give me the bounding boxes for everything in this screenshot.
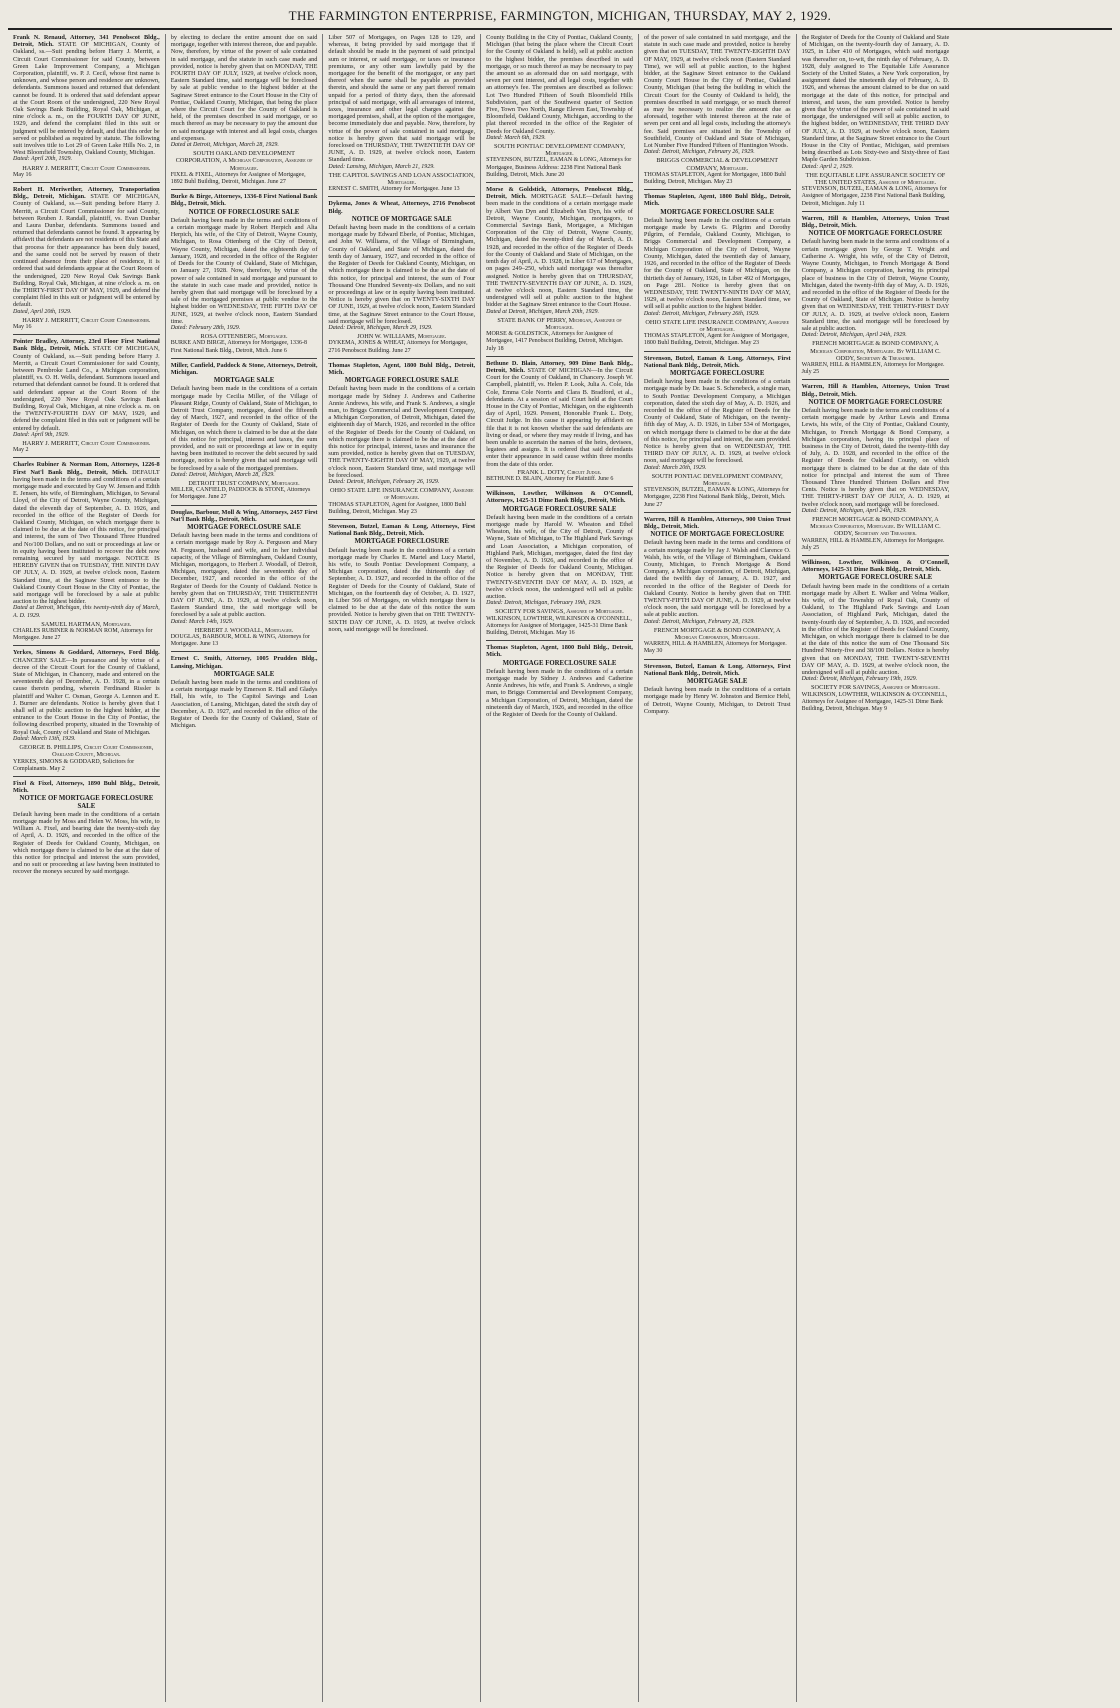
legal-notice (13, 780, 160, 876)
notice-attorney-heading: Morse & Goldstick, Attorneys, Penobscot Bldg., Detroit, Mich. (486, 186, 633, 201)
notice-divider (328, 196, 475, 197)
legal-notice (486, 360, 633, 483)
notice-attorney-footer: MILLER, CANFIELD, PADDOCK & STONE, Attorneys for Mortgagee. June 27 (170, 487, 311, 501)
notice-date: Dated at Detroit, Michigan, March 20th, 1929. (486, 308, 600, 315)
legal-notice (13, 649, 160, 772)
legal-notice (486, 644, 633, 718)
notice-date: Dated: Detroit, Michigan, February 26th, 1929. (643, 310, 760, 317)
notice-date: Dated at Detroit, Michigan, March 28, 1929. (170, 142, 279, 149)
notice-attorney-heading: Fixel & Fixel, Attorneys, 1890 Buhl Bldg., Detroit, Mich. (13, 779, 160, 795)
column-6 (797, 34, 955, 1702)
notice-date: Dated at Detroit, Michigan, this twenty-ninth day of March, A. D. 1929. (13, 605, 160, 619)
notice-attorney-footer: BURKE AND BIRGE, Attorneys for Mortgagee, 1336-8 First National Bank Bldg., Detroit, Mich. June 6 (170, 340, 308, 354)
notice-divider (802, 379, 950, 380)
notice-attorney-footer: STEVENSON, BUTZEL, EAMAN & LONG, Attorneys for Assignee of Mortgagee, 2238 First National Bank Building, Detroit, Michigan. July 11 (801, 186, 947, 207)
notice-signature: SOUTH PONTIAC DEVELOPMENT COMPANY, Mortgagee. (651, 472, 783, 487)
notice-body: Default having been made in the terms and conditions of a certain mortgage made by Jay J. Walsh and Clarence O. Walsh, his wife, of the Village of Birmingham, Oakland County, Michigan, to French Mortgage & Bond Company, a Michigan corporation, of Detroit, Michigan, dated the twelfth day of January, A. D. 1927, and recorded in the office of the Register of Deeds for Oakland County. Notice is hereby given that on THE TWENTY-FIFTH DAY OF JUNE, A. D. 1929, at twelve o'clock noon, the said mortgage will be foreclosed by a sale at public auction. (643, 539, 791, 619)
legal-notice (486, 186, 633, 353)
notice-attorney-footer: CHARLES RUBINER & NORMAN ROM, Attorneys for Mortgagee. June 27 (13, 628, 153, 642)
notice-date: Dated: February 28th, 1929. (170, 324, 241, 331)
notice-divider (328, 519, 475, 520)
legal-notice (486, 34, 633, 179)
legal-notice (328, 362, 475, 516)
notice-attorney-heading: Warren, Hill & Hamblen, Attorneys, Union Trust Bldg., Detroit, Mich. (801, 214, 950, 230)
notice-attorney-heading: Douglas, Barbour, Moll & Wing, Attorneys, 2457 First Nat'l Bank Bldg., Detroit, Mich. (170, 508, 318, 523)
notice-date: Dated: March 14th, 1929. (170, 618, 234, 625)
notice-signature: HARRY J. MERRITT, Circuit Court Commissioner. (22, 316, 151, 324)
notice-attorney-footer: WARREN, HILL & HAMBLEN, Attorneys for Mortgagee. July 25 (801, 361, 945, 376)
notice-attorney-heading: Yerkes, Simons & Goddard, Attorneys, Ford Bldg. (13, 649, 160, 657)
notice-body: STATE OF MICHIGAN, County of Oakland, ss.—Suit pending before Harry J. Merritt, a Circuit Court Commissioner for said County, between Reuben J. Randall, plaintiff, vs. Evan Dunbar and Laura Dunbar, defendants. Summons issued and returned that defendants cannot be found. It appearing by affidavit that defendants are not residents of this State and that process for their appearance has been duly issued, and the same could not be served by reason of their continued absence from their place of residence, it is ordered that said defendants appear at the Court Room of the undersigned, 220 New Royal Oak Savings Bank Building, Royal Oak, Michigan, at nine o'clock a. m. on the THIRTY-FIRST DAY OF MAY, 1929, and defend the complaint filed in this suit or judgment will be entered by default. (13, 193, 160, 309)
notice-divider (486, 486, 633, 487)
column-5 (639, 34, 797, 1702)
notice-body: CHANCERY SALE—In pursuance and by virtue of a decree of the Circuit Court for the County of Oakland, State of Michigan, in Chancery, made and entered on the seventeenth day of December, A. D. 1928, in a certain cause therein pending, wherein Ferdinand Rissler is plaintiff and Walter C. Osman, George A. Lennon and E. J. Burner are defendants. Notice is hereby given that I shall sell at public auction to the highest bidder, at the entrance to the Court House in the City of Pontiac, the following described property, situated in the Township of Royal Oak, County of Oakland and State of Michigan. (13, 656, 160, 736)
notice-divider (171, 358, 318, 359)
legal-notice (13, 338, 160, 454)
notice-body: Default having been made in the conditions of a certain mortgage made by Charles E. Martel and Lucy Martel, his wife, to South Pontiac Development Company, a Michigan corporation, dated the thirteenth day of September, A. D. 1927, and recorded in the office of the Register of Deeds for the County of Oakland, State of Michigan, on the fourteenth day of October, A. D. 1927, in Liber 566 of Mortgages, on which mortgage there is claimed to be due at the date of this notice the sum provided. Notice is hereby given that on THE TWENTY-SIXTH DAY OF JUNE, A. D. 1929, at twelve o'clock noon, said mortgage will be foreclosed. (328, 546, 476, 633)
notice-attorney-heading: Dykema, Jones & Wheat, Attorneys, 2716 Penobscot Bldg. (328, 200, 476, 215)
notice-title: MORTGAGE FORECLOSURE SALE (502, 659, 617, 667)
legal-notice (171, 34, 318, 186)
notice-divider (486, 640, 633, 641)
notice-signature: FRENCH MORTGAGE & BOND COMPANY, A Michigan Corporation, Mortgagee. By WILLIAM C. ODDY, Secretary & Treasurer. (810, 340, 941, 362)
notice-signature: SOCIETY FOR SAVINGS, Assignee of Mortgagee. (495, 608, 624, 616)
notice-date: Dated: Lansing, Michigan, March 21, 1929. (328, 163, 435, 170)
legal-notice (802, 559, 950, 713)
notice-title: MORTGAGE SALE (213, 377, 275, 385)
notice-attorney-footer: WILKINSON, LOWTHER, WILKINSON & O'CONNELL, Attorneys for Assignee of Mortgagee, 1425-31 Dime Bank Building, Detroit, Michigan. May 9 (801, 691, 948, 713)
notice-signature: GEORGE B. PHILLIPS, Circuit Court Commissioner, Oakland County, Michigan. (19, 744, 154, 759)
notice-attorney-footer: DOUGLAS, BARBOUR, MOLL & WING, Attorneys for Mortgagee. June 13 (170, 634, 310, 648)
column-1 (8, 34, 166, 1702)
notice-body: Default having been made in the conditions of a certain mortgage made by Lewis G. Pilgrim and Dorothy Pilgrim, of Ferndale, Oakland County, Michigan, to Briggs Commercial and Development Company, a Michigan Corporation of the City of Detroit, Wayne County, Michigan, dated the twentieth day of January, 1926, and recorded in the office of the Register of Deeds for the County of Oakland, State of Michigan, on the thirtieth day of January, 1926, in Liber 492 of Mortgages, on Page 281. Notice is hereby given that on WEDNESDAY, THE TWENTY-NINTH DAY OF MAY, 1929, at twelve o'clock noon, Eastern Standard time, we will sell at public auction to the highest bidder. (643, 216, 791, 311)
notice-signature: SOUTH PONTIAC DEVELOPMENT COMPANY, Mortgagee. (493, 143, 626, 158)
notice-date: Dated: Detroit, Michigan, February 28, 1929. (643, 618, 755, 625)
notice-attorney-footer: YERKES, SIMONS & GODDARD, Solicitors for Complainants. May 2 (13, 758, 135, 772)
notice-divider (171, 189, 318, 190)
notice-signature: FRENCH MORTGAGE & BOND COMPANY, A Michigan Corporation, Mortgagee. (653, 626, 781, 642)
notice-title: MORTGAGE FORECLOSURE SALE (502, 505, 617, 513)
notice-divider (13, 457, 160, 458)
legal-notice (328, 34, 475, 193)
notice-date: Dated: Detroit, Michigan, April 24th, 1929. (801, 332, 907, 339)
legal-notice (486, 490, 633, 637)
notice-title: NOTICE OF MORTGAGE FORECLOSURE (808, 398, 943, 406)
notice-body: Liber 507 of Mortgages, on Pages 128 to 129, and whereas, it being provided by said mortgage that if default should be made in the payment of said principal sum or interest, or said mortgage, or taxes or insurance premiums, or any other sum lawfully paid by the mortgagee for the benefit of the mortgagor, or any part thereof when the same shall be payable as provided therein, and should the same or any part thereof remain unpaid for a period of thirty days, then the aforesaid principal of said mortgage, with all arrearages of interest, taxes, insurance and other legal charges against the mortgaged premises, shall, at the option of the mortgagee, become immediately due and payable. Now, therefore, by virtue of the power of sale contained in said mortgage, notice is hereby given that said mortgage will be foreclosed on THURSDAY, THE TWENTIETH DAY OF JUNE, A. D. 1929, at twelve o'clock noon, Eastern Standard time. (328, 34, 476, 164)
notice-divider (171, 505, 318, 506)
notice-signature: THE CAPITOL SAVINGS AND LOAN ASSOCIATION, Mortgagee. (328, 171, 475, 187)
notice-body: Default having been made in the conditions of a certain mortgage made by Moss and Helen W. Moss, his wife, to William A. Fixel, and bearing date the twenty-sixth day of April, A. D. 1926, and recorded in the office of the Register of Deeds for Oakland County, Michigan, on which mortgage there is claimed to be due at the date of this notice for principal and interest the sum provided, and no suit or proceeding at law having been instituted to recover the moneys secured by said mortgage. (13, 810, 160, 876)
notice-attorney-heading: Miller, Canfield, Paddock & Stone, Attorneys, Detroit, Michigan. (170, 361, 318, 376)
notice-body: MORTGAGE SALE—Default having been made in the conditions of a certain mortgage made by Albert Van Dyn and Elizabeth Van Dyn, his wife of Detroit, Wayne County, Michigan, mortgagors, to Commercial Savings Bank, Mortgagee, a Michigan Corporation of the City of Detroit, Wayne County, Michigan, dated the twenty-third day of March, A. D. 1928, and recorded in the office of the Register of Deeds for the County of Oakland and State of Michigan, on the tenth day of April, A. D. 1928, in Liber 617 of Mortgages, on pages 249–250, which said mortgage was thereafter assigned. Notice is hereby given that on THURSDAY, THE TWENTY-SEVENTH DAY OF JUNE, A. D. 1929, at twelve o'clock noon, Eastern Standard time, the undersigned will sell at public auction to the highest bidder at the Saginaw Street entrance to the Court House. (486, 193, 633, 309)
notice-title: MORTGAGE FORECLOSURE SALE (344, 377, 459, 385)
notice-attorney-heading: Robert H. Meriwether, Attorney, Transportation Bldg., Detroit, Michigan. (13, 186, 160, 201)
notice-attorney-footer: ERNEST C. SMITH, Attorney for Mortgagee. June 13 (328, 186, 460, 193)
notice-attorney-footer: May 2 (13, 447, 29, 454)
notice-divider (644, 512, 791, 513)
notice-date: Dated: March 13th, 1929. (13, 735, 76, 742)
notice-signature: DETROIT TRUST COMPANY, Mortgagee. (188, 479, 300, 487)
notice-signature: HERBERT J. WOODALL, Mortgagee. (194, 626, 294, 634)
notice-divider (486, 356, 633, 357)
notice-attorney-heading: Ernest C. Smith, Attorney, 1005 Prudden Bldg., Lansing, Michigan. (170, 655, 318, 670)
legal-notice (171, 655, 318, 729)
legal-notice (171, 362, 318, 502)
column-3 (323, 34, 481, 1702)
notice-attorney-heading: Thomas Stapleton, Agent, 1800 Buhl Bldg., Detroit, Mich. (643, 193, 791, 208)
notice-attorney-heading: Warren, Hill & Hamblen, Attorneys, 900 Union Trust Bldg., Detroit, Mich. (643, 515, 791, 530)
notice-date: Dated: April 20th, 1929. (13, 156, 73, 163)
notice-title: NOTICE OF MORTGAGE FORECLOSURE (808, 230, 943, 238)
notice-body: Default having been made in the terms and conditions of a certain mortgage made by Robert Herpich and Alta Herpich, his wife, of the City of Detroit, Wayne County, Michigan, to Rosa Ottenberg of the City of Detroit, Wayne County, Michigan, dated the eighteenth day of January, 1928, and recorded in the office of the Register of Deeds for the County of Oakland, State of Michigan, on January 27, 1928. Now, therefore, by virtue of the power of sale contained in said mortgage and pursuant to the statute in such case made and provided, notice is hereby given that said mortgage will be foreclosed by a sale of the mortgaged premises at public vendue to the highest bidder on WEDNESDAY, THE FIFTH DAY OF JUNE, 1929, at twelve o'clock noon, Eastern Standard time. (170, 216, 318, 325)
notice-title: MORTGAGE FORECLOSURE SALE (187, 524, 301, 531)
notice-attorney-heading: Wilkinson, Lowther, Wilkinson & O'Connell, Attorneys, 1425-31 Dime Bank Bldg., Detroit, Mich. (801, 559, 950, 574)
notice-body: Default having been made in the terms and conditions of a certain mortgage made by Roy A. Ferguson and Mary M. Ferguson, husband and wife, and in her individual capacity, of the Village of Birmingham, Oakland County, Michigan, mortgagors, to Herbert J. Woodall, of Detroit, Michigan, mortgagee, dated the seventeenth day of December, 1927, and recorded in the office of the Register of Deeds for the County of Oakland. Notice is hereby given that on THURSDAY, THE THIRTEENTH DAY OF JUNE, A. D. 1929, at twelve o'clock noon, Eastern Standard time, the said mortgage will be foreclosed by a sale at public auction. (170, 532, 318, 619)
notice-divider (644, 351, 791, 352)
notice-date: Dated: April 9th, 1929. (13, 431, 70, 438)
notice-divider (13, 182, 160, 183)
notice-body: Default having been made in the conditions of a certain mortgage made by Harold W. Wheaton and Ethel Wheaton, his wife, of the City of Detroit, County of Wayne, State of Michigan, to The Highland Park Savings and Loan Association, a Michigan corporation, of Highland Park, Michigan, mortgagee, dated the first day of November, A. D. 1926, and recorded in the office of the Register of Deeds for Oakland County, Michigan. Notice is hereby given that on MONDAY, THE TWENTY-SEVENTH DAY OF MAY, A. D. 1929, at twelve o'clock noon, the undersigned will sell at public auction. (486, 513, 633, 601)
legal-notice (171, 193, 318, 354)
notice-attorney-footer: WARREN, HILL & HAMBLEN, Attorneys for Mortgagee. May 30 (643, 641, 787, 655)
notice-date: Dated: Detroit, Michigan, February 19th, 1929. (486, 600, 602, 607)
notice-attorney-heading: Stevenson, Butzel, Eaman & Long, Attorneys, First National Bank Bldg., Detroit, Mich. (328, 523, 476, 538)
legal-notice (328, 200, 475, 354)
notice-divider (644, 189, 791, 190)
notice-title: MORTGAGE FORECLOSURE (670, 369, 765, 377)
notice-signature: ROSA OTTENBERG, Mortgagee. (200, 333, 288, 341)
notice-signature: STATE BANK OF PERRY, Michigan, Assignee of Mortgagee. (497, 316, 622, 331)
masthead (8, 4, 1112, 30)
notice-divider (802, 211, 950, 212)
notice-divider (13, 334, 160, 335)
notice-body: Default having been made in the conditions of a certain mortgage made by Albert E. Walker and Velma Walker, his wife, of the Township of Royal Oak, County of Oakland, to The Highland Park Savings and Loan Association, of Highland Park, Michigan, dated the twenty-fourth day of September, A. D. 1926, and recorded in the office of the Register of Deeds for Oakland County, Michigan, on which mortgage there is claimed to be due at the date of this notice the sum of One Thousand Six Hundred Ninety-five and 38/100 Dollars. Notice is hereby given that on MONDAY, THE TWENTY-SEVENTH DAY OF MAY, A. D. 1929, at twelve o'clock noon, the undersigned will sell at public auction. (801, 582, 950, 677)
notice-signature: THE EQUITABLE LIFE ASSURANCE SOCIETY OF THE UNITED STATES, Assignee of Mortgagee. (805, 171, 946, 187)
notice-title: NOTICE OF MORTGAGE SALE (351, 215, 452, 223)
notice-body: Default having been made in the conditions of a certain mortgage made by Sidney J. Andrews and Catherine Annie Andrews, his wife, and Frank S. Andrews, a single man, to Briggs Commercial and Development Company, a Michigan Corporation, of Detroit, Michigan, dated the eighteenth day of March, 1926, and recorded in the office of the Register of Deeds for the County of Oakland, on which mortgage there is claimed to be due at the date of this notice for principal, interest, taxes and insurance the sum provided, notice is hereby given that on TUESDAY, THE TWENTY-EIGHTH DAY OF MAY, 1929, at twelve o'clock noon, Eastern Standard time, said mortgage will be foreclosed. (328, 385, 476, 479)
notice-signature: OHIO STATE LIFE INSURANCE COMPANY, Assignee of Mortgagee. (329, 487, 474, 502)
notice-divider (13, 645, 160, 646)
legal-notice (802, 215, 950, 376)
notice-date: Dated: Detroit, Michigan, April 24th, 1929. (801, 507, 907, 514)
notice-body: Default having been made in the conditions of a certain mortgage made by Cecilia Miller, of the Village of Pleasant Ridge, County of Oakland, State of Michigan, to Detroit Trust Company, mortgagee, dated the fifteenth day of March, 1927, and recorded in the office of the Register of Deeds for the County of Oakland, State of Michigan, on which there is claimed to be due at the date of this notice for principal, interest and taxes, the sum provided, and no suit or proceedings at law or in equity having been instituted to recover the debt secured by said mortgage, notice is hereby given that said mortgage will be foreclosed by a sale of the mortgaged premises. (170, 385, 318, 472)
notice-divider (486, 182, 633, 183)
notice-body: STATE OF MICHIGAN—In the Circuit Court for the County of Oakland, in Chancery. Joseph W. Campbell, plaintiff, vs. Helen P. Look, Julia A. Cole, Ida Cole, Emma Cole Norris and Clara B. Bradford, et al., defendants. At a session of said Court held at the Court House in the City of Pontiac, Michigan, on the eighteenth day of April, 1929. Present, Honorable Frank L. Doty, Circuit Judge. In this cause it appearing by affidavit on file that it is not known whether the said defendants are living or dead, or where they may reside if living, and has been unable to ascertain the names of the heirs, devisees, legatees and assigns. It is ordered that said defendants enter their appearance in said cause within three months from the date of this order. (486, 366, 633, 468)
notice-signature: FRANK L. DOTY, Circuit Judge. (517, 468, 602, 476)
notice-attorney-footer: May 16 (13, 323, 32, 330)
notice-date: Dated: Detroit, Michigan, February 26, 1929. (643, 149, 755, 156)
notice-attorney-heading: Pointer Bradley, Attorney, 23rd Floor First National Bank Bldg., Detroit, Mich. (13, 338, 160, 353)
notice-divider (13, 776, 160, 777)
legal-notice (644, 355, 791, 509)
notice-body: Default having been made in the conditions of a certain mortgage made by Henry W. Johnston and Bernice Hebl, of Detroit, Wayne County, Michigan, to Detroit Trust Company. (643, 686, 791, 715)
notice-attorney-footer: THOMAS STAPLETON, Agent for Mortgagee, 1800 Buhl Building, Detroit, Michigan. May 23 (643, 171, 786, 186)
legal-notice (644, 516, 791, 656)
notice-body: the Register of Deeds for the County of Oakland and State of Michigan, on the twenty-fourth day of January, A. D. 1925, in Liber 410 of Mortgages, which said mortgage was thereafter on, to-wit, the ninth day of February, A. D. 1928, duly assigned to The Equitable Life Assurance Society of the United States, a New York corporation, by assignment dated the nineteenth day of February, A. D. 1926, and whereas the amount claimed to be due on said mortgage at the date of this notice, for principal and interest, and taxes, the sum provided. Notice is hereby given that by virtue of the power of sale contained in said mortgage, the undersigned will sell at public auction, to the highest bidder, on WEDNESDAY, THE THIRD DAY OF JULY, A. D. 1929, at twelve o'clock noon, Eastern Standard time, at the Saginaw Street entrance to the Court House in the City of Pontiac, Michigan, said premises being described as Lots Sixty-two and Sixty-three of East Maple Garden Subdivision. (801, 34, 950, 164)
notice-attorney-heading: Warren, Hill & Hamblen, Attorneys, Union Trust Bldg., Detroit, Mich. (801, 383, 950, 398)
notice-date: Dated: Detroit, Michigan, March 28, 1929. (170, 471, 275, 478)
notice-signature: HARRY J. MERRITT, Circuit Court Commissioner. (22, 164, 151, 172)
notice-divider (328, 358, 475, 359)
notice-attorney-heading: Charles Rubiner & Norman Rom, Attorneys, 1226-8 First Nat'l Bank Bldg., Detroit, Mich. (13, 461, 160, 476)
notice-body: of the power of sale contained in said mortgage, and the statute in such case made and provided, notice is hereby given that on TUESDAY, THE TWENTY-EIGHTH DAY OF MAY, 1929, at twelve o'clock noon (Eastern Standard Time), we will sell at public auction, to the highest bidder, at the Saginaw Street entrance to the Oakland County Court House in the City of Pontiac, Oakland County, Michigan (that being the building in which the Circuit Court for the County of Oakland is held), the premises described in said mortgage, or so much thereof as may be necessary to realize the amount due as aforesaid, together with interest thereon at the rate of seven per cent and all legal costs, including the attorney's fee. Said premises are situated in the Township of Southfield, County of Oakland and State of Michigan, Lot Number Five Hundred Fifteen of Huntington Woods. (643, 34, 791, 150)
notice-attorney-footer: THOMAS STAPLETON, Agent for Assignee, 1800 Buhl Building, Detroit, Michigan. May 23 (328, 501, 467, 515)
notice-signature: HARRY J. MERRITT, Circuit Court Commissioner. (22, 439, 151, 447)
notice-signature: OHIO STATE LIFE INSURANCE COMPANY, Assignee of Mortgagee. (645, 318, 790, 333)
notice-attorney-footer: FIXEL & FIXEL, Attorneys for Assignee of Mortgagee, 1892 Buhl Building, Detroit, Michigan. June 27 (170, 171, 306, 186)
notice-attorney-footer: WILKINSON, LOWTHER, WILKINSON & O'CONNELL, Attorneys for Assignee of Mortgagee, 1425-31 Dime Bank Building, Detroit, Michigan. May 16 (486, 615, 632, 637)
legal-notice (802, 34, 950, 208)
notice-date: Dated: Detroit, Michigan, February 19th, 1929. (801, 676, 918, 683)
notice-attorney-footer: BETHUNE D. BLAIN, Attorney for Plaintiff. June 6 (486, 475, 614, 482)
legal-notice (13, 186, 160, 331)
notice-attorney-heading: Thomas Stapleton, Agent, 1800 Buhl Bldg., Detroit, Mich. (486, 644, 633, 659)
notice-divider (802, 555, 950, 556)
notice-title: NOTICE OF MORTGAGE FORECLOSURE (650, 531, 785, 539)
notice-body: Default having been made in the conditions of a certain mortgage made by Dr. Isaac S. Schenebeck, a single man, to South Pontiac Development Company, a Michigan corporation, dated the sixth day of May, A. D. 1926, and recorded in the office of the Register of Deeds for the County of Oakland, State of Michigan, on the twenty-fifth day of May, A. D. 1926, in Liber 534 of Mortgages, on which mortgage there is claimed to be due at the date of this notice, for principal and interest, the sum provided. Notice is hereby given that on WEDNESDAY, THE THIRD DAY OF JULY, A. D. 1929, at twelve o'clock noon, said mortgage will be foreclosed. (643, 378, 791, 465)
legal-notice-columns (8, 34, 1112, 1702)
notice-attorney-footer: STEVENSON, BUTZEL, EAMAN & LONG, Attorneys for Mortgagee, Business Address: 2238 First National Bank Building, Detroit, Mich. June 20 (486, 157, 632, 178)
legal-notice (328, 523, 475, 633)
notice-title: NOTICE OF MORTGAGE FORECLOSURE SALE (19, 795, 154, 810)
notice-date: Dated: Detroit, Michigan, February 26, 1929. (328, 478, 440, 485)
legal-notice (802, 383, 950, 552)
notice-signature: SOCIETY FOR SAVINGS, Assignee of Mortgagee. (811, 684, 940, 692)
notice-body: Default having been made in the terms and conditions of a certain mortgage made by Emerson R. Hall and Gladys Hall, his wife, to The Capitol Savings and Loan Association, of Lansing, Michigan, dated the sixth day of December, A. D. 1927, and recorded in the office of the Register of Deeds for the County of Oakland, State of Michigan. (170, 679, 318, 730)
legal-notice (13, 34, 160, 179)
masthead-title: THE FARMINGTON ENTERPRISE, FARMINGTON, MICHIGAN, THURSDAY, MAY 2, 1929. (288, 8, 832, 23)
notice-attorney-footer: THOMAS STAPLETON, Agent for Assignee of Mortgagee, 1800 Buhl Building, Detroit, Michigan. May 23 (643, 333, 789, 347)
legal-notice (13, 461, 160, 642)
notice-body: DEFAULT having been made in the terms and conditions of a certain mortgage made and executed by Guy W. Jensen and Edith E. Jensen, his wife, of Birmingham, Michigan, to Sevaral Lloyd, of the City of Detroit, Wayne County, Michigan, dated the eleventh day of September, A. D. 1926, and recorded in the office of the Register of Deeds for Oakland County, Michigan, on which mortgage there is claimed to be due at the date of this notice, for principal and interest, the sum of Two Thousand Three Hundred and No/100 Dollars, and no suit or proceedings at law or in equity having been instituted to recover the debt now remaining secured by said mortgage. NOTICE IS HEREBY GIVEN that on TUESDAY, THE NINTH DAY OF JULY, A. D. 1929, at twelve o'clock noon, Eastern Standard time, at the Saginaw Street entrance to the Oakland County Court House in the City of Pontiac, the said mortgage will be foreclosed by a sale at public auction to the highest bidder. (13, 468, 160, 606)
notice-body: Default having been made in the conditions of a certain mortgage made by Edward Eberle, of Pontiac, Michigan, and John W. Williams, of the Village of Birmingham, County of Oakland, and State of Michigan, dated the tenth day of January, 1927, and recorded in the office of the Register of Deeds for Oakland County, Michigan, on which mortgage there is claimed to be due at the date of this notice, for principal and interest, the sum of Four Thousand One Hundred Seventy-six Dollars, and no suit or proceedings at law or in equity having been instituted. Notice is hereby given that on TWENTY-SIXTH DAY OF JUNE, 1929, at twelve o'clock noon, Eastern Standard time, at the Saginaw Street entrance to the Court House, said mortgage will be foreclosed. (328, 224, 476, 325)
notice-signature: BRIGGS COMMERCIAL & DEVELOPMENT COMPANY, Mortgagee. (656, 157, 779, 172)
notice-title: MORTGAGE FORECLOSURE SALE (818, 574, 933, 582)
notice-body: STATE OF MICHIGAN, County of Oakland, ss.—Suit pending before Harry J. Merritt, a Circuit Court Commissioner for said County, between Pembroke Land Co., a Michigan corporation, plaintiff, vs. O. H. Wells, defendant. Summons issued and returned that defendant cannot be found. It is ordered that said defendant appear at the Court Room of the undersigned, 220 New Royal Oak Savings Bank Building, Royal Oak, Michigan, at nine o'clock a. m. on the TWENTY-FOURTH DAY OF MAY, 1929, and defend the complaint filed in this suit or judgment will be entered by default. (13, 345, 160, 432)
notice-body: Default having been made in the conditions of a certain mortgage made by Sidney J. Andrews and Catherine Annie Andrews, his wife, and Frank S. Andrews, a single man, to Briggs Commercial and Development Company, a Michigan Corporation, of Detroit, Michigan, dated the nineteenth day of March, 1926, and recorded in the office of the Register of Deeds for the County of Oakland. (486, 667, 633, 719)
legal-notice (644, 663, 791, 715)
notice-divider (171, 651, 318, 652)
column-2 (166, 34, 324, 1702)
notice-attorney-footer: DYKEMA, JONES & WHEAT, Attorneys for Mortgagee, 2716 Penobscot Building. June 27 (328, 340, 468, 354)
notice-attorney-heading: Frank N. Renaud, Attorney, 341 Penobscot Bldg., Detroit, Mich. (13, 34, 160, 49)
notice-date: Dated: March 6th, 1929. (486, 134, 546, 141)
notice-attorney-heading: Thomas Stapleton, Agent, 1800 Buhl Bldg., Detroit, Mich. (328, 361, 476, 376)
column-4 (481, 34, 639, 1702)
notice-date: Dated, April 20th, 1929. (13, 308, 72, 315)
notice-title: NOTICE OF FORECLOSURE SALE (188, 208, 300, 216)
notice-body: Default having been made in the terms and conditions of a certain mortgage made by Arthur Lewis and Emma Lewis, his wife, of the City of Pontiac, Oakland County, Michigan, to French Mortgage & Bond Company, a Michigan corporation, having its principal place of business in the City of Detroit, dated the twenty-fifth day of July, A. D. 1928, and recorded in the office of the Register of Deeds for Oakland County, on which mortgage there is claimed to be due at the date of this notice for principal and interest the sum of Three Thousand Three Hundred Thirteen Dollars and Five Cents. Notice is hereby given that on WEDNESDAY, THE THIRTY-FIRST DAY OF JULY, A. D. 1929, at twelve o'clock noon, said mortgage will be foreclosed. (801, 406, 950, 508)
notice-date: Dated: April 2, 1929. (801, 163, 853, 170)
notice-date: Dated: Detroit, Michigan, March 29, 1929. (328, 324, 433, 331)
notice-title: MORTGAGE SALE (687, 678, 748, 686)
legal-notice (644, 34, 791, 186)
notice-body: Default having been made in the terms and conditions of a certain mortgage given by George T. Wright and Catherine A. Wright, his wife, of the City of Detroit, Wayne County, Michigan, to French Mortgage & Bond Company, a Michigan corporation, having its principal place of business in the City of Detroit, Wayne County, Michigan, dated the twenty-fifth day of May, A. D. 1926, and recorded in the office of the Register of Deeds for the County of Oakland, State of Michigan. Notice is hereby given that on WEDNESDAY, THE THIRTY-FIRST DAY OF JULY, A. D. 1929, at twelve o'clock noon, Eastern Standard time, the said mortgage will be foreclosed by sale at public auction. (801, 238, 950, 332)
notice-attorney-heading: Stevenson, Butzel, Eaman & Long, Attorneys, First National Bank Bldg., Detroit, Mich. (643, 662, 791, 677)
notice-body: by electing to declare the entire amount due on said mortgage, together with interest thereon, due and payable. Now, therefore, by virtue of the power of sale contained in said mortgage, and the statute in such case made and provided, notice is hereby given that on MONDAY, THE FOURTH DAY OF JULY, 1929, at twelve o'clock noon, Eastern Standard time, said mortgage will be foreclosed by sale at public vendue to the highest bidder at the Saginaw Street entrance to the Court House in the City of Pontiac, Oakland County, Michigan, that being the place where the Circuit Court for the County of Oakland is held, of the premises described in said mortgage, or so much thereof as may be necessary to pay the amount due on said mortgage with interest and all legal costs, charges and expenses. (170, 34, 318, 142)
notice-body: STATE OF MICHIGAN, County of Oakland, ss.—Suit pending before Harry J. Merritt, a Circuit Court Commissioner for said County, between Green Lake Improvement Company, a Michigan Corporation, plaintiff, vs. P. J. Cecil, whose first name is unknown, and whose person and residence are unknown, defendants. Summons issued and returned that defendant cannot be found. It is ordered that said defendant appear at the Court Room of the undersigned, 220 New Royal Oak Savings Bank Building, Royal Oak, Michigan, at nine o'clock a. m., on the FOURTH DAY OF JUNE, 1929, and defend the complaint filed in this suit or judgment will be entered by default, and that this order be served or published as required by statute. The following suit involves title to Lot 29 of Green Lake Hills No. 2, in West Bloomfield Township, Oakland County, Michigan. (13, 41, 160, 157)
notice-attorney-heading: Wilkinson, Lowther, Wilkinson & O'Connell, Attorneys, 1425-31 Dime Bank Bldg., Detroit, Mich. (486, 490, 633, 505)
notice-attorney-footer: MORSE & GOLDSTICK, Attorneys for Assignee of Mortgagee, 1417 Penobscot Building, Detroit, Michigan. July 18 (486, 331, 624, 352)
notice-divider (644, 659, 791, 660)
legal-notice (171, 509, 318, 649)
notice-signature: FRENCH MORTGAGE & BOND COMPANY, A Michigan Corporation, Mortgagee. By WILLIAM C. ODDY, Secretary and Treasurer. (810, 516, 941, 538)
notice-attorney-footer: May 16 (13, 171, 32, 178)
notice-attorney-heading: Burke & Birge, Attorneys, 1336-8 First National Bank Bldg., Detroit, Mich. (170, 193, 318, 208)
notice-attorney-footer: STEVENSON, BUTZEL, EAMAN & LONG, Attorneys for Mortgagee, 2238 First National Bank Bldg., Detroit, Mich. June 27 (643, 487, 789, 508)
notice-date: Dated: March 20th, 1929. (643, 464, 707, 471)
notice-attorney-heading: Stevenson, Butzel, Eaman & Long, Attorneys, First National Bank Bldg., Detroit, Mich. (643, 354, 791, 369)
notice-body: County Building in the City of Pontiac, Oakland County, Michigan (that being the place where the Circuit Court for the County of Oakland is held), sell at public auction to the highest bidder, the premises described in said mortgage, or so much thereof as may be necessary to pay the amount so as aforesaid due on said mortgage, with seven per cent interest, and all legal costs, together with an attorney's fee. The premises are described as follows: Lot Two Hundred Fifteen of South Bloomfield Hills Subdivision, part of the Southwest quarter of Section Five, Town Two North, Range Eleven East, Township of Bloomfield, Oakland County, Michigan, according to the plat thereof recorded in the office of the Register of Deeds for Oakland County. (486, 34, 633, 135)
notice-attorney-heading: Bethune D. Blain, Attorney, 909 Dime Bank Bldg., Detroit, Mich. (486, 359, 633, 374)
notice-attorney-footer: WARREN, HILL & HAMBLEN, Attorneys for Mortgagee. July 25 (801, 537, 945, 551)
notice-signature: SAMUEL HARTMAN, Mortgagee. (41, 620, 132, 628)
notice-signature: SOUTH OAKLAND DEVELOPMENT CORPORATION, A Michigan Corporation, Assignee of Mortgagee. (175, 150, 313, 172)
notice-title: MORTGAGE FORECLOSURE SALE (660, 208, 775, 216)
notice-title: MORTGAGE FORECLOSURE (354, 538, 449, 546)
legal-notice (644, 193, 791, 347)
notice-signature: JOHN W. WILLIAMS, Mortgagee. (357, 333, 447, 341)
notice-title: MORTGAGE SALE (213, 670, 275, 678)
